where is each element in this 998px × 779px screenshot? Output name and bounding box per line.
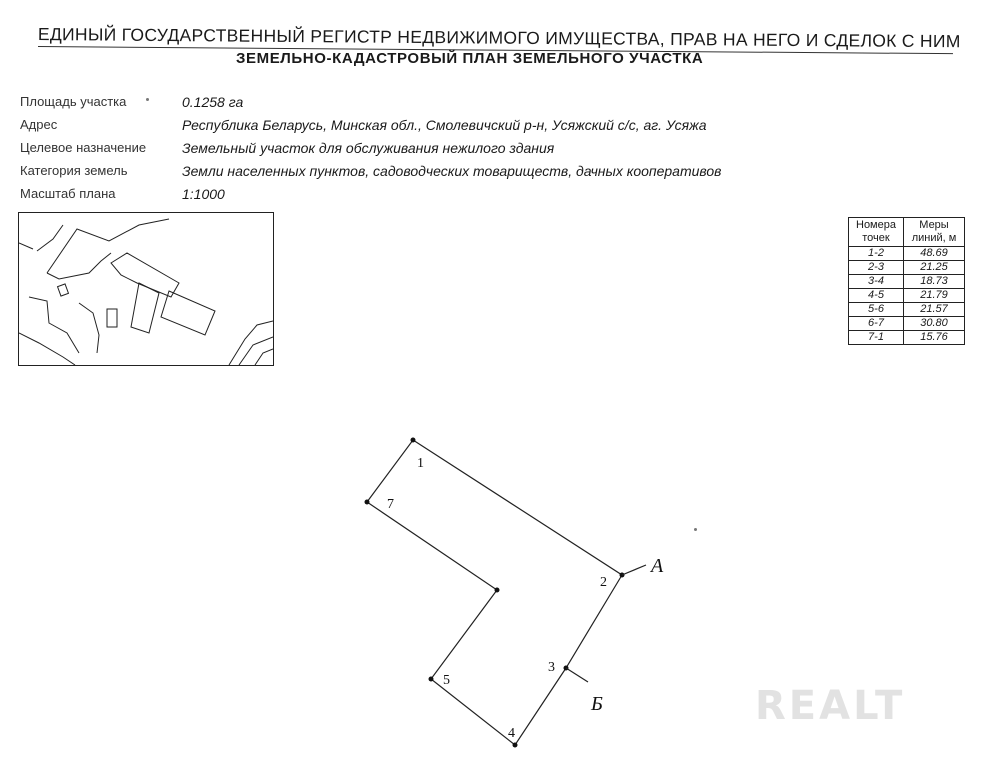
vertex-point [513, 743, 518, 748]
info-value-category: Земли населенных пунктов, садоводческих товариществ, дачных кооперативов [182, 163, 722, 179]
length-cell: 21.79 [904, 289, 965, 303]
info-label: Адрес [20, 117, 58, 132]
vertex-point [429, 677, 434, 682]
scan-speck [146, 98, 149, 101]
marker-b-label: Б [591, 693, 603, 715]
marker-b-leader [566, 668, 588, 682]
info-label: Целевое назначение [20, 140, 147, 155]
info-value-purpose: Земельный участок для обслуживания нежилого здания [182, 140, 555, 156]
segment-cell: 3-4 [849, 275, 904, 289]
length-cell: 18.73 [904, 275, 965, 289]
length-cell: 21.57 [904, 303, 965, 317]
point-label: 7 [387, 497, 394, 512]
point-label: 3 [548, 660, 555, 675]
segment-cell: 7-1 [849, 331, 904, 345]
scan-speck [694, 528, 697, 531]
length-cell: 15.76 [904, 331, 965, 345]
info-value-area: 0.1258 га [182, 94, 244, 110]
point-label: 5 [443, 673, 450, 688]
realt-watermark-logo: REALT [755, 683, 906, 729]
segment-cell: 4-5 [849, 289, 904, 303]
point-label: 4 [508, 726, 515, 741]
vertex-point [365, 500, 370, 505]
plan-title: ЗЕМЕЛЬНО-КАДАСТРОВЫЙ ПЛАН ЗЕМЕЛЬНОГО УЧАСТКА [236, 50, 704, 67]
plot-boundary [367, 440, 622, 745]
vertex-point [411, 438, 416, 443]
length-cell: 30.80 [904, 317, 965, 331]
marker-a-leader [622, 565, 646, 575]
segment-cell: 5-6 [849, 303, 904, 317]
point-label: 1 [417, 456, 424, 471]
register-title: ЕДИНЫЙ ГОСУДАРСТВЕННЫЙ РЕГИСТР НЕДВИЖИМОГО ИМУЩЕСТВА, ПРАВ НА НЕГО И СДЕЛОК С НИМ [37, 24, 961, 52]
info-value-address: Республика Беларусь, Минская обл., Смолевичский р-н, Усяжский с/с, аг. Усяжа [182, 117, 707, 133]
segment-cell: 2-3 [849, 261, 904, 275]
length-cell: 21.25 [904, 261, 965, 275]
column-header-points: Номера точек [849, 218, 904, 247]
column-header-lengths: Меры линий, м [904, 218, 965, 247]
length-cell: 48.69 [904, 247, 965, 261]
info-label: Категория земель [20, 163, 128, 178]
vertex-point [495, 588, 500, 593]
info-label: Площадь участка [20, 94, 127, 109]
marker-a-label: А [651, 555, 664, 577]
segment-cell: 1-2 [849, 247, 904, 261]
info-value-scale: 1:1000 [182, 186, 225, 202]
point-label: 2 [600, 575, 607, 590]
info-label: Масштаб плана [20, 186, 116, 201]
segment-cell: 6-7 [849, 317, 904, 331]
